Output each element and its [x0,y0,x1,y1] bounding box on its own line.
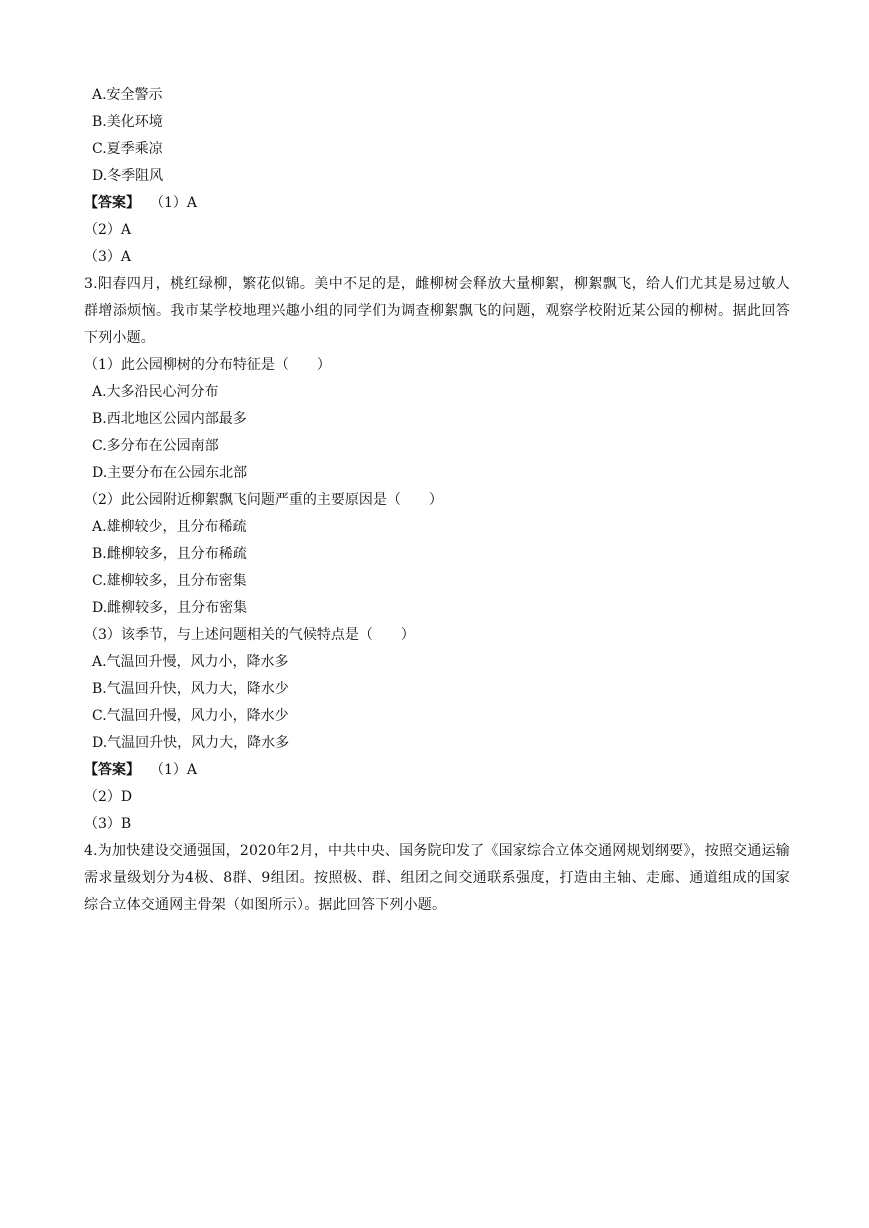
q3-sub-2 [84,487,790,622]
q3-answer-1: （1）A [150,762,198,778]
q3-sub-2-option-b: B.雌柳较多，且分布稀疏 [92,546,247,562]
q3-sub-1-option-d: D.主要分布在公园东北部 [92,465,248,481]
q3-sub-1-option-a: A.大多沿民心河分布 [92,384,219,400]
q3-sub-3-option-b: B.气温回升快，风力大，降水少 [92,681,289,697]
q3-sub-1-option-b: B.西北地区公园内部最多 [92,411,247,427]
q3-sub-1-option-c: C.多分布在公园南部 [92,438,219,454]
q2-answer-line [84,190,790,217]
q3-sub-2-option-d: D.雌柳较多，且分布密集 [92,600,248,616]
q3-answer-3: （3）B [84,816,132,832]
q2-options [84,82,790,190]
answer-label: 【答案】 [84,762,140,778]
q3-sub-3-option-a: A.气温回升慢，风力小，降水多 [92,654,289,670]
q4-stem: 4.为加快建设交通强国，2020年2月，中共中央、国务院印发了《国家综合立体交通网规划纲要》，按照交通运输需求量级划分为4极、8群、9组团。按照极、群、组团之间交通联系强度，打造由主轴、走廊、通道组成的国家综合立体交通网主骨架（如图所示）。据此回答下列小题。 [84,843,790,913]
answer-label: 【答案】 [84,195,140,211]
q3-stem: 3.阳春四月，桃红绿柳，繁花似锦。美中不足的是，雌柳树会释放大量柳絮，柳絮飘飞，给人们尤其是易过敏人群增添烦恼。我市某学校地理兴趣小组的同学们为调查柳絮飘飞的问题，观察学校附近某公园的柳树。据此回答下列小题。 [84,276,790,346]
q2-answer-2: （2）A [84,222,132,238]
q2-answer-3: （3）A [84,249,132,265]
q3-answer-line [84,757,790,784]
q3-sub-3-option-d: D.气温回升快，风力大，降水多 [92,735,290,751]
q3-sub-3-prompt: （3）该季节，与上述问题相关的气候特点是（ ） [84,627,415,643]
q3-sub-2-option-c: C.雄柳较多，且分布密集 [92,573,247,589]
q3-answer-2: （2）D [84,789,133,805]
document-page [84,82,790,919]
q2-option-a: A.安全警示 [92,87,163,103]
q3-sub-1 [84,352,790,487]
q3-sub-1-prompt: （1）此公园柳树的分布特征是（ ） [84,357,331,373]
q3-sub-2-prompt: （2）此公园附近柳絮飘飞问题严重的主要原因是（ ） [84,492,443,508]
q2-option-c: C.夏季乘凉 [92,141,163,157]
q2-option-b: B.美化环境 [92,114,163,130]
q2-option-d: D.冬季阻风 [92,168,164,184]
q3-sub-3-option-c: C.气温回升慢，风力小，降水少 [92,708,289,724]
q3-sub-3 [84,622,790,757]
q2-answer-1: （1）A [150,195,198,211]
q3-sub-2-option-a: A.雄柳较少，且分布稀疏 [92,519,247,535]
